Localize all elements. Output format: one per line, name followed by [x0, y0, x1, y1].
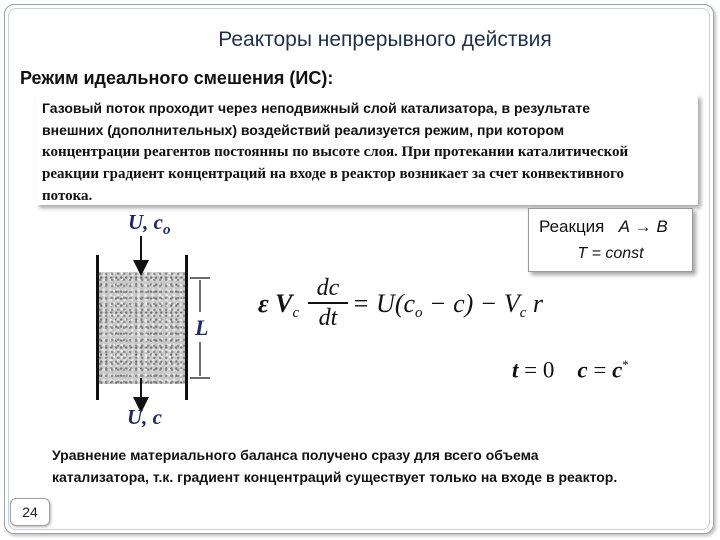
reaction-condition: T = const: [577, 245, 644, 262]
reaction-arrow-icon: →: [634, 217, 652, 236]
description-line: потока.: [42, 188, 93, 204]
conclusion-text: [52, 444, 702, 488]
description-line: концентрации реагентов постоянны по высоте слоя. При протекании каталитической: [42, 144, 629, 160]
eq-lhs: ε $V_c$: [258, 289, 300, 321]
page-number: 24: [22, 504, 38, 520]
description-line: внешних (дополнительных) воздействий реализуется режим, при котором: [42, 122, 565, 138]
product: B: [656, 217, 668, 236]
initial-condition: t = 0 c = c*: [512, 357, 629, 383]
section-subtitle: Режим идеального смешения (ИС):: [20, 68, 334, 88]
reaction-label: Реакция: [539, 217, 605, 236]
eq-fraction: dc dt: [308, 275, 348, 331]
page-number-box: [10, 498, 50, 526]
conclusion-line: Уравнение материального баланса получено сразу для всего объема: [52, 447, 539, 463]
description-line: реакции градиент концентраций на входе в реактор возникает за счет конвективного: [42, 166, 625, 182]
length-label: L: [195, 315, 209, 340]
eq-rhs: = $U(c_o - c) - V_c$ r: [352, 289, 543, 321]
conclusion-line: катализатора, т.к. градиент концентраций существует только на входе в реактор.: [52, 469, 618, 485]
description-line: Газовый поток проходит через неподвижный слой катализатора, в результате: [42, 100, 591, 116]
inlet-label: U, $c_o$: [128, 210, 171, 238]
outlet-label: U, c: [127, 405, 162, 429]
page-title: Реакторы непрерывного действия: [218, 28, 552, 51]
reactant: A: [618, 217, 630, 236]
